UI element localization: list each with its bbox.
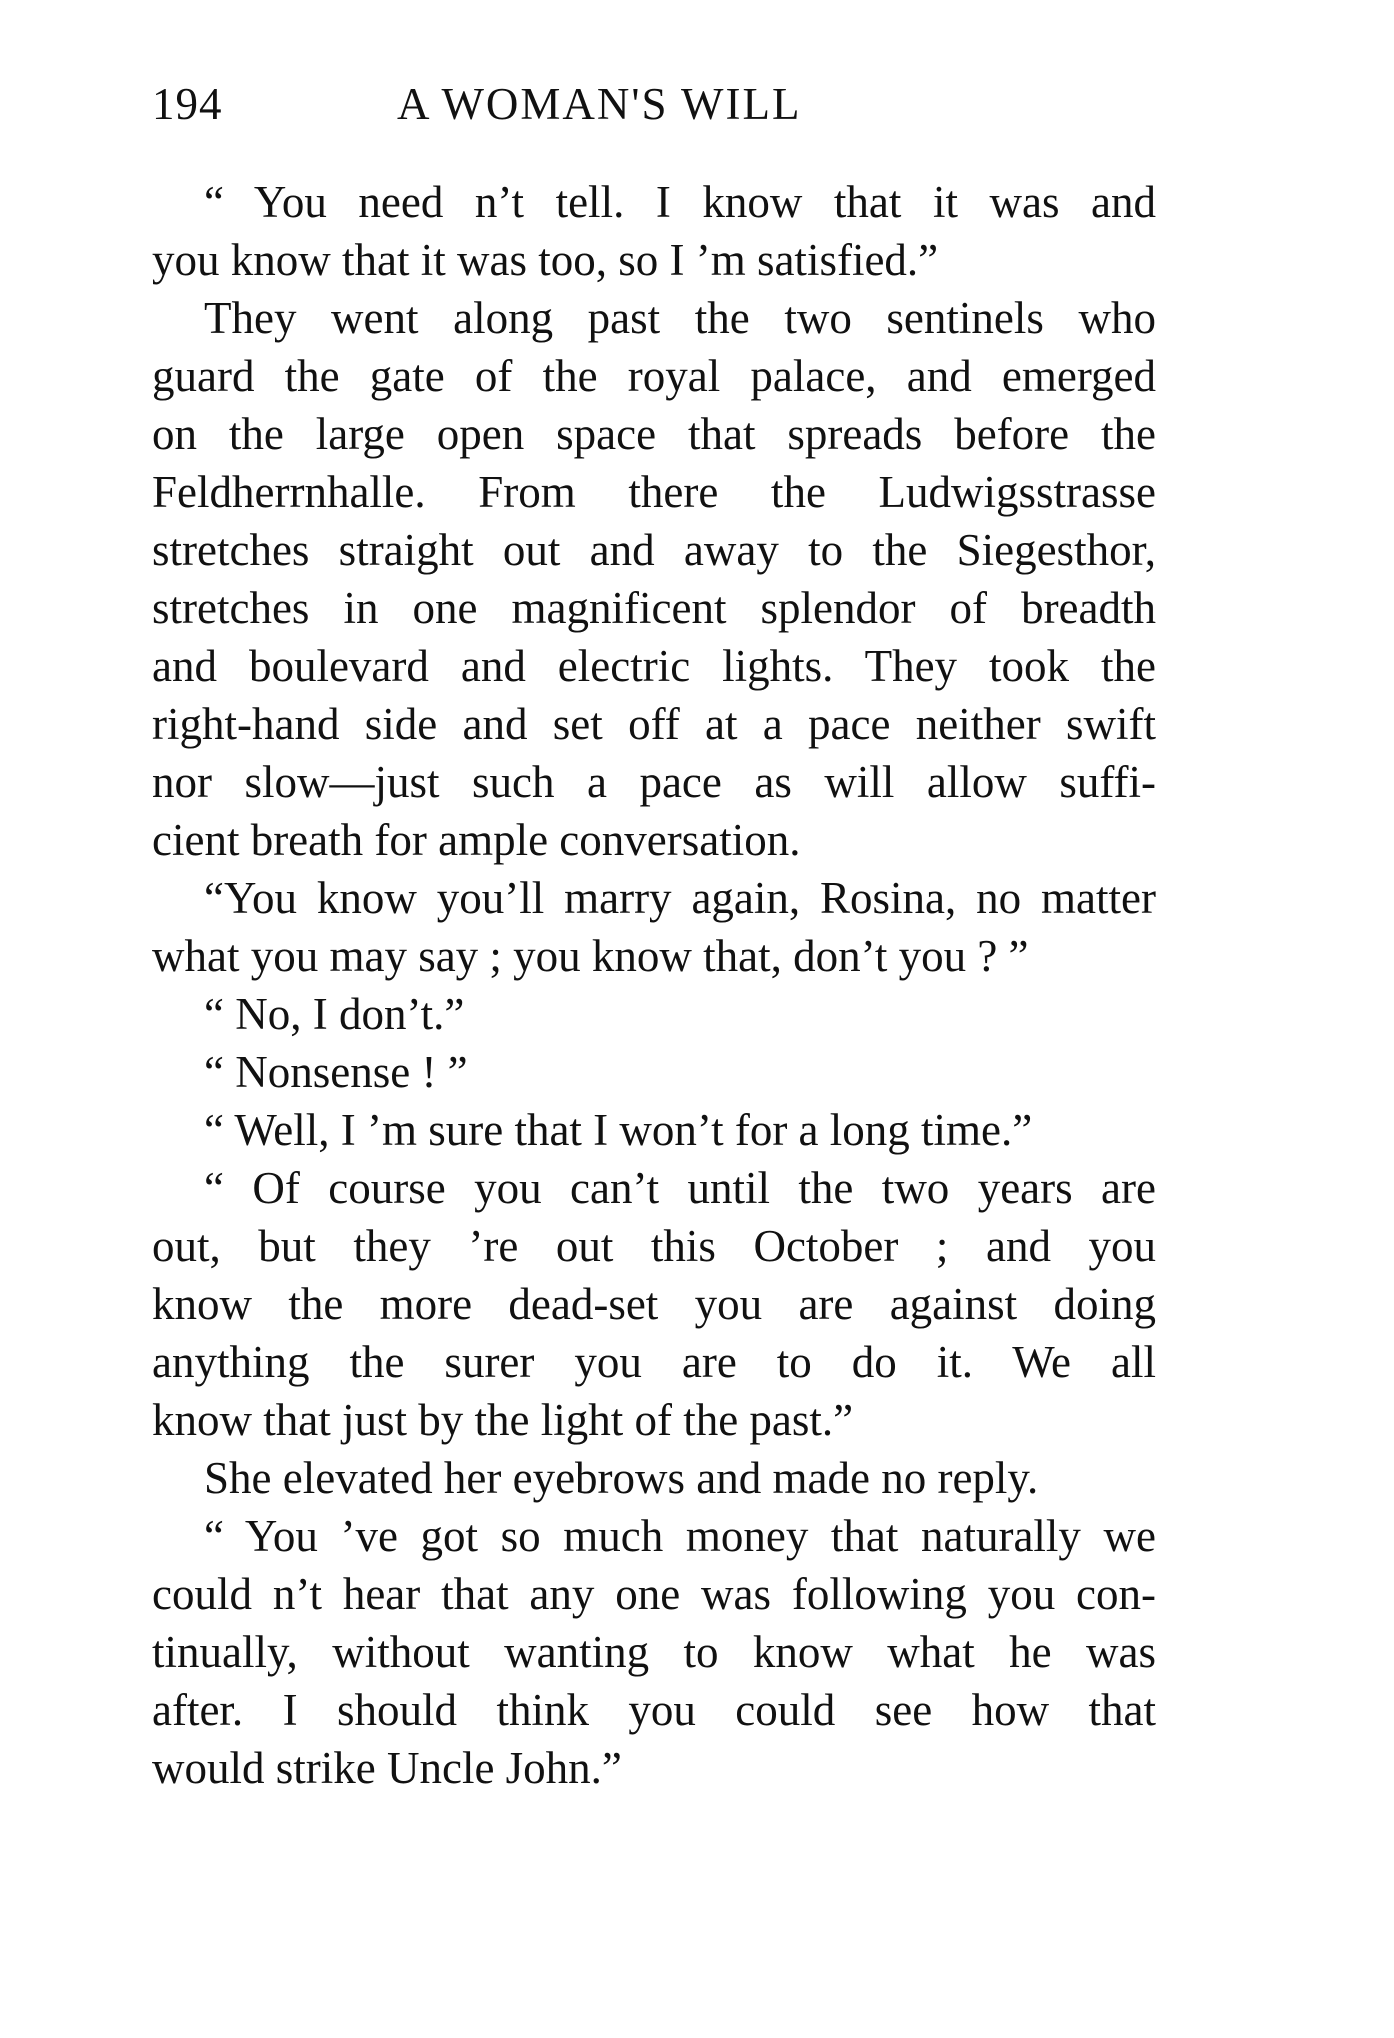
text-line: could n’t hear that any one was following you con- [152,1569,1156,1619]
text-line: after. I should think you could see how that [152,1685,1156,1735]
text-line: know that just by the light of the past.” [152,1395,854,1445]
text-line: you know that it was too, so I ’m satisfied.” [152,235,939,285]
text-line: right-hand side and set off at a pace neither swift [152,699,1156,749]
text-line: guard the gate of the royal palace, and emerged [152,351,1156,401]
text-line: anything the surer you are to do it. We all [152,1337,1156,1387]
text-line: “ Well, I ’m sure that I won’t for a long time.” [204,1105,1033,1155]
text-line: what you may say ; you know that, don’t you ? ” [152,931,1029,981]
text-line: stretches in one magnificent splendor of breadth [152,583,1156,633]
text-line: tinually, without wanting to know what he was [152,1627,1156,1677]
text-line: stretches straight out and away to the Siegesthor, [152,525,1156,575]
text-line: out, but they ’re out this October ; and you [152,1221,1156,1271]
text-line: Feldherrnhalle. From there the Ludwigsstrasse [152,467,1156,517]
text-line: They went along past the two sentinels who [204,293,1156,343]
body-text [152,173,1156,1797]
text-line: “ You ’ve got so much money that naturally we [204,1511,1156,1561]
text-line: and boulevard and electric lights. They took the [152,641,1156,691]
text-line: “ No, I don’t.” [204,989,465,1039]
text-line: would strike Uncle John.” [152,1743,622,1793]
text-line: She elevated her eyebrows and made no reply. [204,1453,1039,1503]
running-title: A WOMAN'S WILL [397,79,802,129]
text-line: “You know you’ll marry again, Rosina, no matter [204,873,1156,923]
text-line: “ Of course you can’t until the two years are [204,1163,1156,1213]
text-line: nor slow—just such a pace as will allow suffi- [152,757,1156,807]
text-line: “ You need n’t tell. I know that it was and [204,177,1156,227]
page-number: 194 [152,79,223,129]
text-line: know the more dead-set you are against doing [152,1279,1156,1329]
text-line: on the large open space that spreads before the [152,409,1156,459]
text-line: “ Nonsense ! ” [204,1047,468,1097]
text-line: cient breath for ample conversation. [152,815,801,865]
page-header [152,78,912,148]
